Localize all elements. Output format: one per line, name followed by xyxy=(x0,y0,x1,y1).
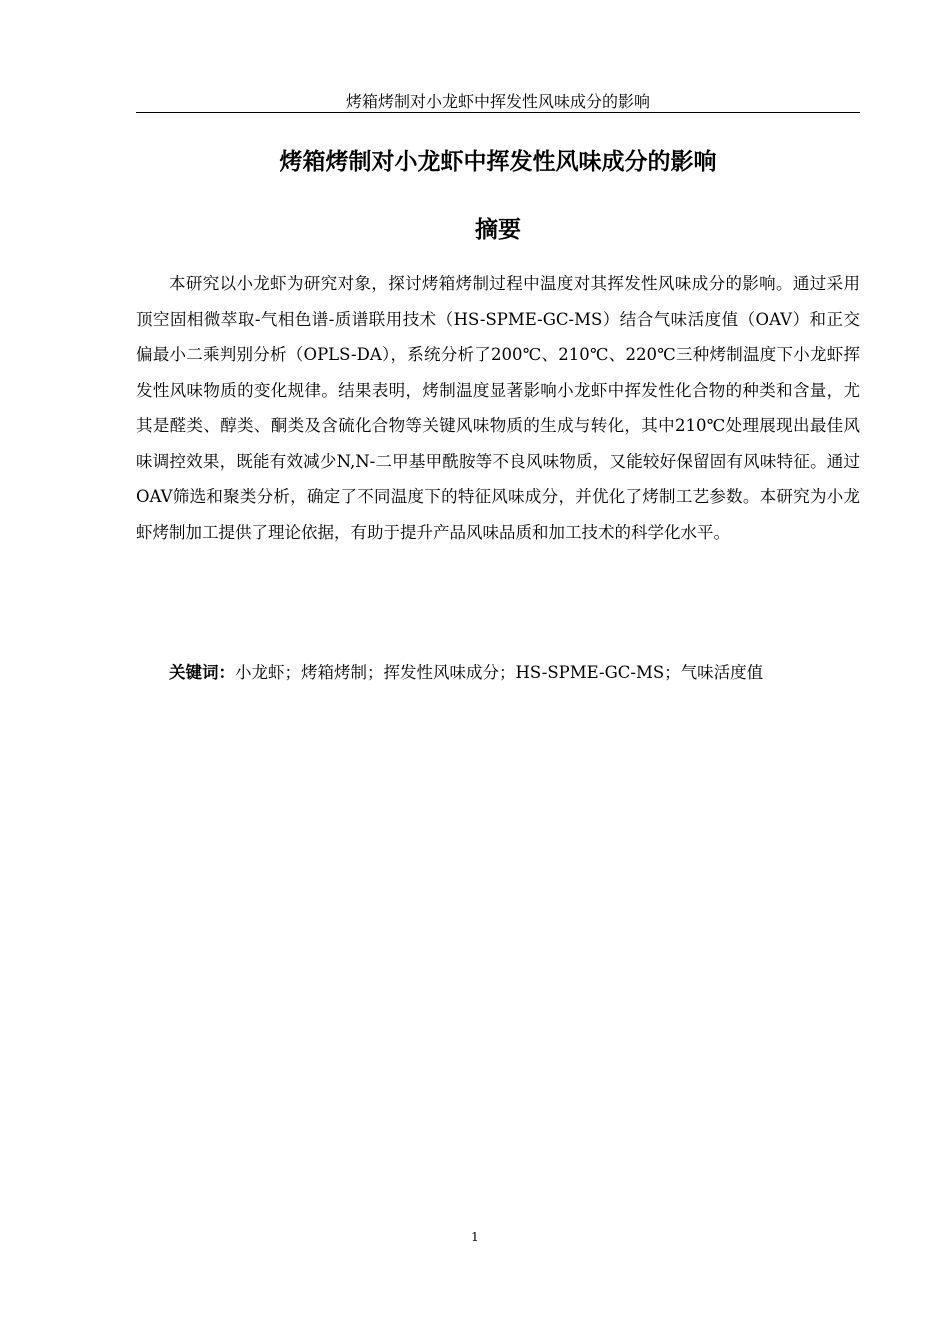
header-divider xyxy=(136,112,860,113)
abstract-heading: 摘要 xyxy=(475,217,521,243)
page-number: 1 xyxy=(471,1230,479,1244)
keywords-line xyxy=(136,657,860,689)
abstract-paragraph: 本研究以小龙虾为研究对象，探讨烤箱烤制过程中温度对其挥发性风味成分的影响。通过采用顶空固相微萃取-气相色谱-质谱联用技术（HS-SPME-GC-MS）结合气味活度值（OAV）和正交偏最小二乘判别分析（OPLS-DA），系统分析了200℃、210℃、220℃三种烤制温度下小龙虾挥发性风味物质的变化规律。结果表明，烤制温度显著影响小龙虾中挥发性化合物的种类和含量，尤其是醛类、醇类、酮类及含硫化合物等关键风味物质的生成与转化，其中210℃处理展现出最佳风味调控效果，既能有效减少N,N-二甲基甲酰胺等不良风味物质，又能较好保留固有风味特征。通过OAV筛选和聚类分析，确定了不同温度下的特征风味成分，并优化了烤制工艺参数。本研究为小龙虾烤制加工提供了理论依据，有助于提升产品风味品质和加工技术的科学化水平。 xyxy=(136,274,860,542)
keywords-text: 小龙虾；烤箱烤制；挥发性风味成分；HS-SPME-GC-MS；气味活度值 xyxy=(235,663,764,682)
keywords-label: 关键词： xyxy=(169,663,235,682)
document-title: 烤箱烤制对小龙虾中挥发性风味成分的影响 xyxy=(279,149,717,175)
running-header: 烤箱烤制对小龙虾中挥发性风味成分的影响 xyxy=(345,92,650,111)
